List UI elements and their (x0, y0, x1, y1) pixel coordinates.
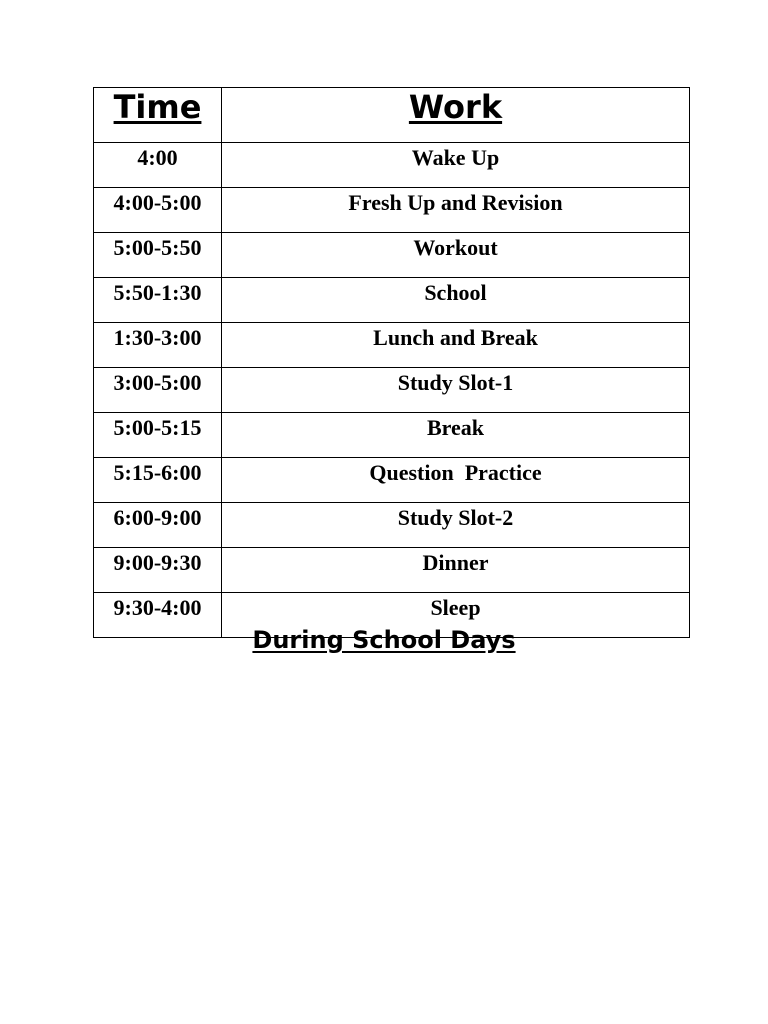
time-cell: 1:30-3:00 (94, 323, 222, 368)
work-cell: Dinner (222, 548, 690, 593)
work-cell: School (222, 278, 690, 323)
work-cell: Workout (222, 233, 690, 278)
time-cell: 9:00-9:30 (94, 548, 222, 593)
table-row (94, 278, 690, 323)
table-row (94, 458, 690, 503)
time-cell: 3:00-5:00 (94, 368, 222, 413)
table-row (94, 368, 690, 413)
table-row (94, 188, 690, 233)
work-cell: Study Slot-1 (222, 368, 690, 413)
table-row (94, 233, 690, 278)
time-column-header: Time (94, 88, 222, 143)
time-cell: 5:00-5:50 (94, 233, 222, 278)
time-cell: 6:00-9:00 (94, 503, 222, 548)
time-cell: 9:30-4:00 (94, 593, 222, 638)
time-cell: 5:50-1:30 (94, 278, 222, 323)
schedule-caption: During School Days (252, 626, 516, 654)
time-cell: 5:15-6:00 (94, 458, 222, 503)
work-cell: Fresh Up and Revision (222, 188, 690, 233)
table-row (94, 323, 690, 368)
time-cell: 4:00 (94, 143, 222, 188)
work-cell: Lunch and Break (222, 323, 690, 368)
table-row (94, 413, 690, 458)
time-cell: 5:00-5:15 (94, 413, 222, 458)
schedule-table (93, 87, 690, 638)
work-cell: Study Slot-2 (222, 503, 690, 548)
table-row (94, 548, 690, 593)
table-row (94, 143, 690, 188)
time-cell: 4:00-5:00 (94, 188, 222, 233)
work-cell: Question Practice (222, 458, 690, 503)
table-row (94, 503, 690, 548)
header-row (94, 88, 690, 143)
work-cell: Wake Up (222, 143, 690, 188)
work-column-header: Work (222, 88, 690, 143)
work-cell: Break (222, 413, 690, 458)
work-cell: Sleep (222, 593, 690, 638)
